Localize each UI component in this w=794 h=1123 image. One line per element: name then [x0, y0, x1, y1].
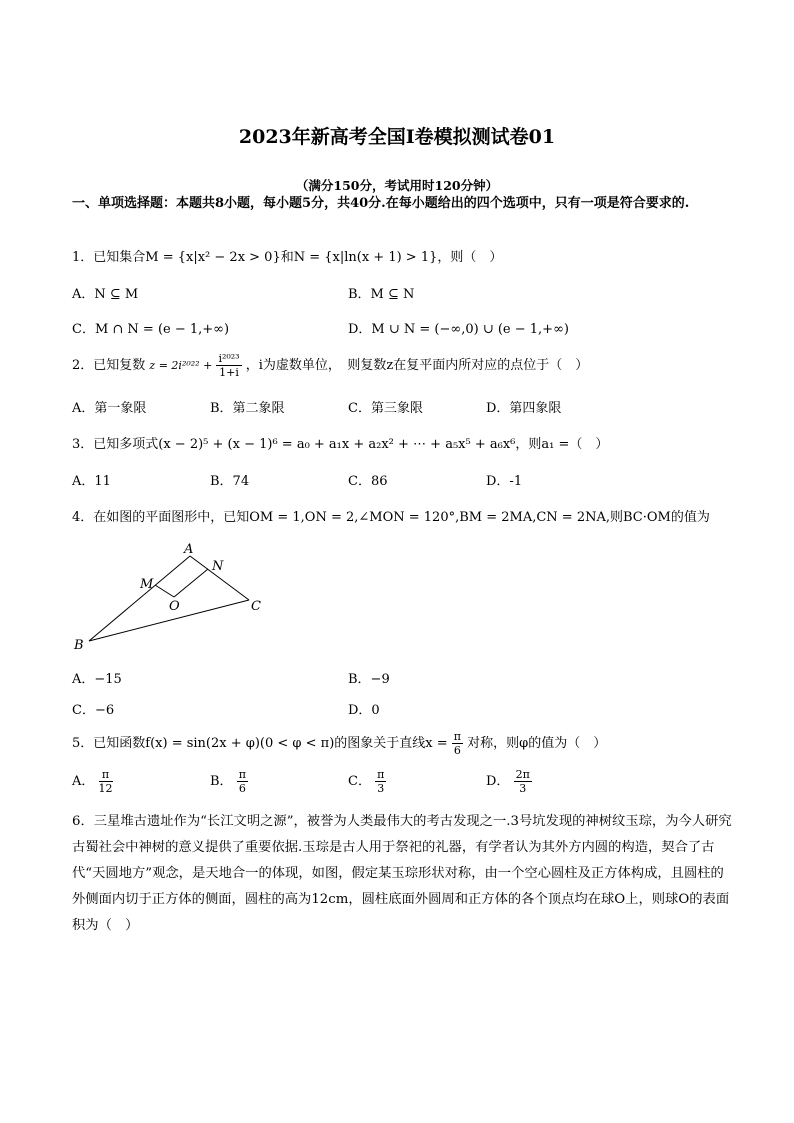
- q5-option-a: [72, 768, 113, 795]
- q5-option-d-label: D．: [486, 774, 510, 789]
- q3-option-a: A．11: [72, 474, 111, 489]
- q5-b-den: 6: [238, 782, 246, 795]
- q1-option-d: D．M ∪ N = (−∞,0) ∪ (e − 1,+∞): [348, 322, 569, 337]
- q5-a-num: π: [99, 768, 113, 782]
- question-4-stem: 4．在如图的平面图形中，已知OM = 1,ON = 2,∠MON = 120°,BM = 2MA,CN = 2NA,则BC·OM的值为: [72, 510, 710, 525]
- q2-option-d: D．第四象限: [486, 401, 562, 416]
- q3-option-c: C．86: [348, 474, 388, 489]
- label-m: M: [140, 577, 154, 592]
- q5-c-num: π: [377, 768, 385, 781]
- question-1-stem: 1．已知集合M = {x|x² − 2x > 0}和N = {x|ln(x + 1) > 1}，则（ ）: [72, 250, 503, 265]
- q4-option-b: B．−9: [348, 672, 390, 687]
- question-6-stem: 6．三星堆古遗址作为“长江文明之源”，被誉为人类最伟大的考古发现之一.3号坑发现的神树纹玉琮，为今人研究古蜀社会中神树的意义提供了重要依据.玉琮是古人用于祭祀的礼器，有学者认为其外方内圆的构造，契合了古代“天圆地方”观念，是天地合一的体现，如图，假定某玉琮形状对称，由一个空心圆柱及正方体构成，且圆柱的外侧面内切于正方体的侧面，圆柱的高为12cm，圆柱底面外圆周和正方体的各个顶点均在球O上，则球O的表面积为（ ）: [72, 814, 732, 933]
- section-heading: 一、单项选择题：本题共8小题，每小题5分，共40分.在每小题给出的四个选项中，只有一项是符合要求的.: [72, 196, 690, 211]
- q5-fraction: [452, 730, 463, 757]
- q2-option-a: A．第一象限: [72, 401, 147, 416]
- q2-expression: z = 2i²⁰²² +: [149, 359, 213, 372]
- q5-option-d: [486, 768, 532, 795]
- q5-option-a-label: A．: [72, 774, 95, 789]
- q5-option-b: [210, 768, 248, 795]
- q2-stem-rest: ，i为虚数单位， 则复数z在复平面内所对应的点位于（ ）: [245, 358, 589, 373]
- q5-b-num: π: [238, 768, 246, 781]
- page-title: 2023年新高考全国Ⅰ卷模拟测试卷01: [238, 126, 556, 148]
- q5-option-b-label: B．: [210, 774, 233, 789]
- triangle-figure: [70, 540, 270, 658]
- exam-subtitle: （满分150分，考试用时120分钟）: [295, 178, 499, 193]
- q4-option-a: A．−15: [72, 672, 122, 687]
- label-n: N: [212, 559, 224, 574]
- q5-option-d-fraction: [514, 768, 532, 795]
- q5-d-den: 3: [519, 782, 527, 795]
- question-3-stem: 3．已知多项式(x − 2)⁵ + (x − 1)⁶ = a₀ + a₁x + a₂x² + ⋯ + a₅x⁵ + a₆x⁶，则a₁ =（ ）: [72, 437, 609, 452]
- q2-stem-intro: 2．已知复数: [72, 358, 146, 373]
- q5-option-c: [348, 768, 386, 795]
- q2-option-c: C．第三象限: [348, 401, 423, 416]
- q1-option-a: A．N ⊆ M: [72, 287, 139, 302]
- question-5-stem: [72, 730, 606, 757]
- question-2-stem: [72, 352, 588, 379]
- q5-option-c-fraction: [375, 768, 386, 795]
- q5-frac-num: π: [453, 730, 462, 743]
- label-a: A: [184, 542, 194, 557]
- q2-frac-num: i²⁰²³: [218, 352, 240, 365]
- q4-option-c: C．−6: [72, 703, 115, 718]
- q5-d-num: 2π: [515, 768, 530, 781]
- q5-stem-rest: 对称，则φ的值为（ ）: [467, 736, 607, 751]
- q5-option-c-label: C．: [348, 774, 371, 789]
- q5-stem-intro: 5．已知函数f(x) = sin(2x + φ)(0 < φ < π)的图象关于直线x =: [72, 736, 448, 751]
- segment-mo: [155, 585, 174, 597]
- q2-option-b: B．第二象限: [210, 401, 285, 416]
- q2-frac-den: 1+i: [219, 366, 239, 379]
- q5-frac-den: 6: [453, 744, 461, 757]
- q4-option-d: D．0: [348, 703, 380, 718]
- q1-option-c: C．M ∩ N = (e − 1,+∞): [72, 322, 230, 337]
- q1-option-b: B．M ⊆ N: [348, 287, 415, 302]
- q5-option-b-fraction: [237, 768, 248, 795]
- q3-option-d: D．-1: [486, 474, 523, 489]
- q3-option-b: B．74: [210, 474, 250, 489]
- q5-option-a-fraction: [99, 768, 113, 795]
- label-c: C: [251, 599, 261, 614]
- q2-fraction: [216, 352, 241, 379]
- q5-c-den: 3: [377, 782, 385, 795]
- label-b: B: [74, 638, 84, 653]
- q5-a-den: 12: [98, 782, 113, 795]
- segment-on: [174, 569, 208, 597]
- label-o: O: [169, 599, 180, 614]
